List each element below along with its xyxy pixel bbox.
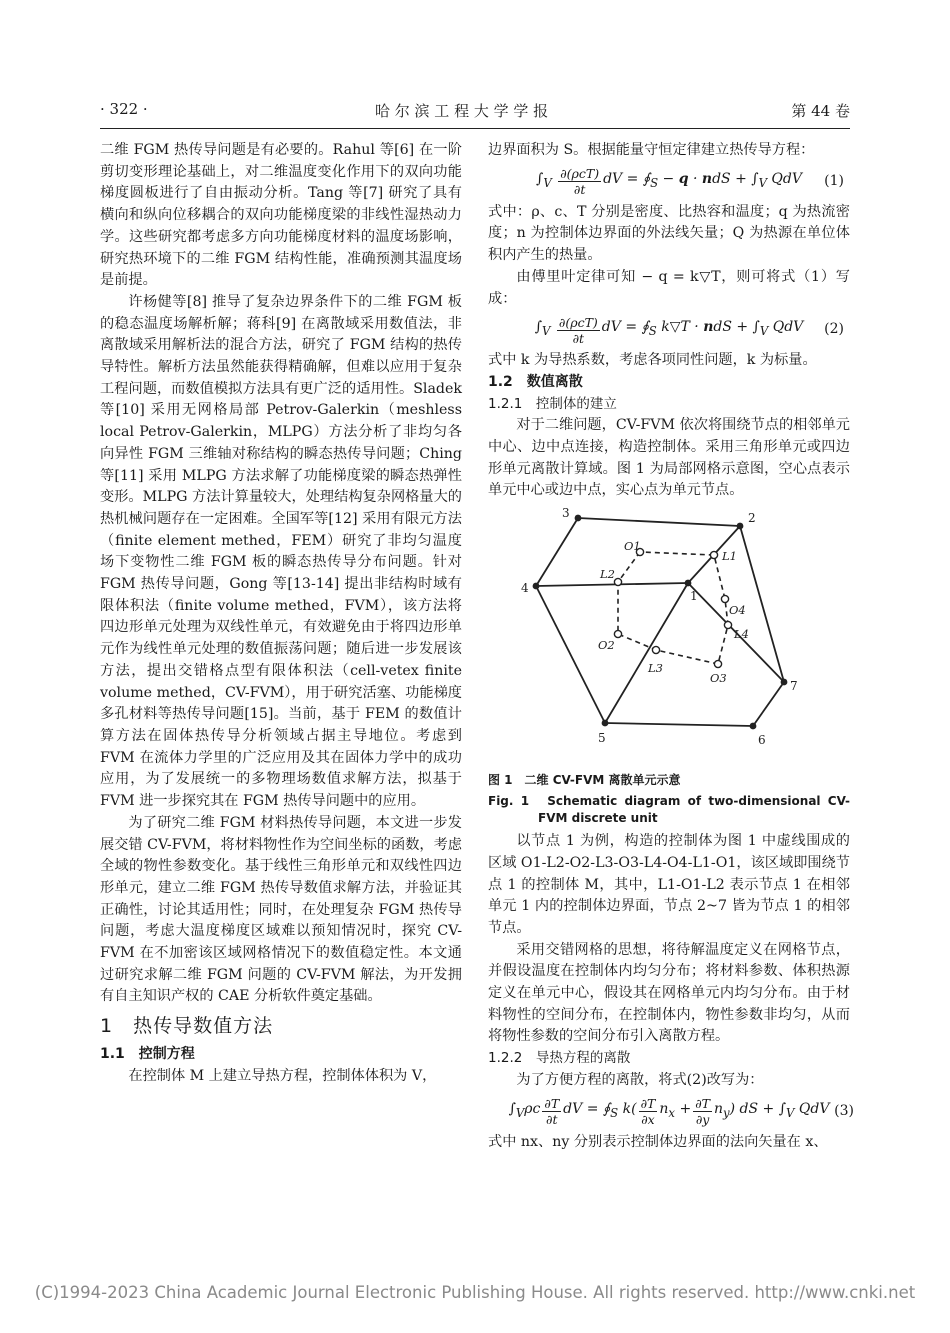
point-label: L1 [722, 549, 737, 564]
node-label: 2 [748, 511, 756, 526]
point-label: L2 [600, 567, 615, 582]
point-label: O4 [729, 603, 746, 618]
section-heading-1-2-2: 1.2.2 导热方程的离散 [488, 1050, 631, 1067]
node-label: 3 [562, 506, 570, 521]
point-label: O1 [624, 539, 641, 554]
paragraph: 采用交错网格的思想，将待解温度定义在网格节点，并假设温度在控制体内均匀分布；将材料参数、体积热源定义在单元中心，假设其在网格单元内均匀分布。由于材料物性的空间分布，在控制体内，物性参数非均匀，从而将物性参数的空间分布引入离散方程。 [488, 941, 850, 1045]
element-nodes [533, 515, 788, 730]
paragraph: 以节点 1 为例，构造的控制体为图 1 中虚线围成的区域 O1-L2-O2-L3-O3-L4-O4-L1-O1，该区域即围绕节点 1 的控制体 M，其中，L1-O1-L2 表示节点 1 在相邻单元 1 内的控制体边界面，节点 2~7 皆为节点 1 的相邻节点。 [488, 833, 850, 936]
left-column [100, 140, 462, 1087]
running-header [100, 100, 850, 122]
point-label: O3 [710, 671, 727, 686]
equation-1: $\int_V$ $\frac{\text{∂(ρcT)}}{\partial t}$ dV = $∮_S - q$ · ndS + $\int_V$ QdV (1) [536, 166, 844, 198]
paragraph: 对于二维问题，CV-FVM 依次将围绕节点的相邻单元中心、边中点连接，构造控制体。采用三角形单元或四边形单元离散计算域。图 1 为局部网格示意图，空心点表示单元中心或边中点，实心点为单元节点。 [488, 417, 850, 499]
equation-3: $\int_V\rho c$ $\frac{\partial T}{\partial t}$ dV = $∮_S$ k( $\frac{\partial T}{\partial x}$ $n_x$ + $\frac{\partial T}{\partial y}$ $n_y$) dS + $\int_V$ QdV (3) [508, 1096, 854, 1128]
paragraph: 式中 nx、ny 分别表示控制体边界面的法向矢量在 x、 [488, 1133, 828, 1150]
figure-1 [488, 504, 850, 766]
paragraph: 二维 FGM 热传导问题是有必要的。Rahul 等[6] 在一阶剪切变形理论基础上，对二维温度变化作用下的双向功能梯度圆板进行了自由振动分析。Tang 等[7] 研究了具有横向和纵向位移耦合的双向功能梯度梁的非线性湿热动力学。这些研究都考虑多方向功能梯度材料的温度场影响，研究热环境下的二维 FGM 结构性能，准确预测其温度场是前提。 [100, 142, 462, 289]
paragraph: 式中 k 为导热系数，考虑各项同性问题，k 为标量。 [488, 352, 817, 369]
copyright-footer: (C)1994-2023 China Academic Journal Electronic Publishing House. All rights reserved. http://www.cnki.net [34, 1283, 916, 1302]
point-label: O2 [598, 638, 615, 653]
volume-label: 第 44 卷 [791, 102, 850, 120]
page-number: · 322 · [100, 100, 148, 118]
journal-title: 哈 尔 滨 工 程 大 学 学 报 [375, 102, 549, 120]
equation-number: (1) [824, 172, 844, 189]
header-rule [100, 128, 850, 129]
equation-number: (3) [834, 1102, 854, 1119]
node-label: 1 [690, 589, 698, 604]
section-heading-1: 1 热传导数值方法 [100, 1015, 274, 1038]
paragraph: 边界面积为 S。根据能量守恒定律建立热传导方程： [488, 142, 815, 158]
paragraph: 由傅里叶定律可知 − q = k▽T，则可将式（1）写成： [488, 268, 850, 307]
node-label: 6 [758, 733, 766, 748]
section-heading-1-2: 1.2 数值离散 [488, 373, 583, 390]
figure-caption-en: Fig. 1 Schematic diagram of two-dimensional CV-FVM discrete unit [488, 794, 850, 826]
section-heading-1-1: 1.1 控制方程 [100, 1045, 195, 1062]
mesh-diagram [488, 504, 850, 766]
point-label: L4 [734, 627, 749, 642]
right-column [488, 140, 854, 1153]
equation-number: (2) [824, 321, 844, 338]
paragraph: 在控制体 M 上建立导热方程，控制体体积为 V， [128, 1067, 437, 1084]
paragraph: 为了研究二维 FGM 材料热传导问题，本文进一步发展交错 CV-FVM，将材料物性作为空间坐标的函数，考虑全域的物性参数变化。基于线性三角形单元和双线性四边形单元，建立二维 FGM 热传导数值求解方法，并验证其正确性，讨论其适用性；同时，在处理复杂 FGM 热传导问题，考虑大温度梯度区域难以预知情况时，探究 CV-FVM 在不加密该区域网格情况下的数值稳定性。本文通过研究求解二维 FGM 问题的 CV-FVM 解法，为开发拥有自主知识产权的 CAE 分析软件奠定基础。 [100, 814, 462, 1005]
node-label: 7 [790, 679, 798, 694]
paragraph: 许杨健等[8] 推导了复杂边界条件下的二维 FGM 板的稳态温度场解析解；蒋科[9] 在离散域采用数值法，非离散域采用解析法的混合方法，研究了 FGM 结构的热传导特性。解析方法虽然能获得精确解，但难以应用于复杂工程问题，而数值模拟方法具有更广泛的适用性。Sladek 等[10] 采用无网格局部 Petrov-Galerkin（meshless local Petrov-Galerkin，MLPG）方法分析了非均匀各向异性 FGM 三维轴对称结构的瞬态热传导问题；Ching 等[11] 采用 MLPG 方法求解了功能梯度梁的瞬态热弹性变形。MLPG 方法计算量较大，处理结构复杂网格量大的热机械问题存在一定困难。全国军等[12] 采用有限元方法（finite element methed，FEM）研究了非均匀温度场下变物性二维 FGM 板的瞬态热传导分布问题。针对 FGM 热传导问题，Gong 等[13-14] 提出非结构时域有限体积法（finite volume methed，FVM），该方法将四边形单元处理为双线性单元，有效避免由于将四边形单元作为线性单元处理的数值振荡问题；随后进一步发展该方法，提出交错格点型有限体积法（cell-vetex finite volume methed，CV-FVM），用于研究活塞、功能梯度多孔材料等热传导问题[15]。当前，基于 FEM 的数值计算方法在固体热传导分析领域占据主导地位。考虑到 FVM 在流体力学里的广泛应用及其在固体力学中的成功应用，为了发展统一的多物理场数值求解方法，拟基于 FVM 进一步探究其在 FGM 热传导问题中的应用。 [100, 293, 462, 810]
paragraph: 为了方便方程的离散，将式(2)改写为： [516, 1071, 764, 1088]
mesh-edges [536, 518, 784, 726]
node-label: 4 [521, 581, 529, 596]
section-heading-1-2-1: 1.2.1 控制体的建立 [488, 395, 617, 412]
paragraph: 式中：ρ、c、T 分别是密度、比热容和温度；q 为热流密度；n 为控制体边界面的外法线矢量；Q 为热源在单位体积内产生的热量。 [488, 203, 850, 264]
point-label: L3 [648, 661, 663, 676]
node-label: 5 [598, 731, 606, 746]
figure-caption-cn: 图 1 二维 CV-FVM 离散单元示意 [488, 773, 681, 788]
equation-2: $\int_V$ $\frac{\text{∂(ρcT)}}{\partial t}$ dV = $∮_S$ k▽T · ndS + $\int_V$ QdV (2) [534, 314, 844, 346]
